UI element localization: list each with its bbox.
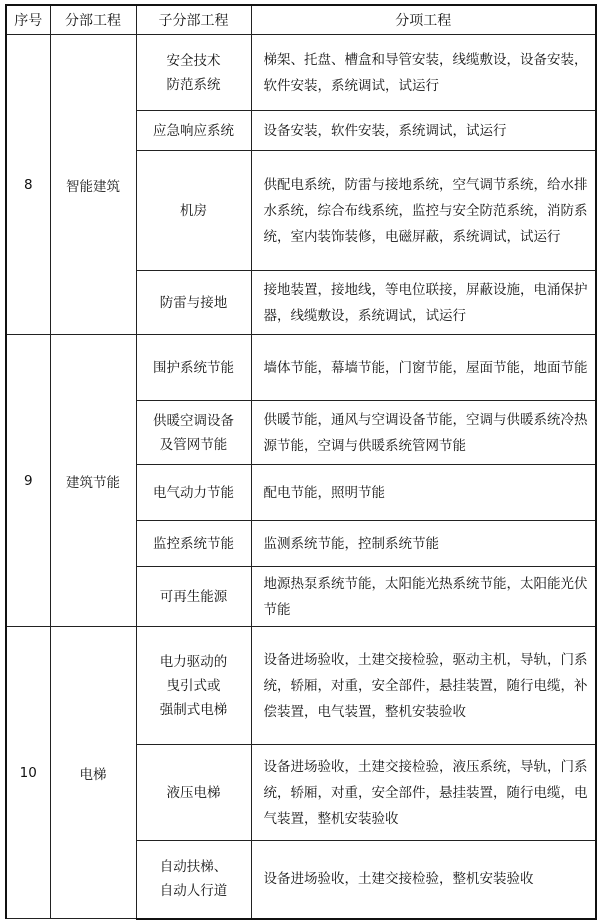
subdivision-cell: 安全技术 防范系统 (136, 35, 251, 111)
items-cell: 接地装置，接地线，等电位联接，屏蔽设施，电涌保护器，线缆敷设，系统调试，试运行 (251, 271, 596, 335)
seq-cell: 10 (6, 627, 50, 919)
construction-items-table (5, 4, 597, 920)
header-seq: 序号 (6, 5, 50, 35)
subdivision-cell: 自动扶梯、 自动人行道 (136, 841, 251, 919)
division-cell: 建筑节能 (50, 335, 136, 627)
items-cell: 供配电系统，防雷与接地系统，空气调节系统，给水排水系统，综合布线系统，监控与安全防范系统，消防系统，室内装饰装修，电磁屏蔽，系统调试，试运行 (251, 151, 596, 271)
items-cell: 墙体节能，幕墙节能，门窗节能，屋面节能，地面节能 (251, 335, 596, 401)
table-row (6, 627, 596, 745)
items-cell: 设备进场验收，土建交接检验，液压系统，导轨，门系统，轿厢，对重，安全部件，悬挂装置，随行电缆，电气装置，整机安装验收 (251, 745, 596, 841)
header-items: 分项工程 (251, 5, 596, 35)
subdivision-cell: 机房 (136, 151, 251, 271)
subdivision-cell: 防雷与接地 (136, 271, 251, 335)
items-cell: 监测系统节能，控制系统节能 (251, 521, 596, 567)
table-row (6, 335, 596, 401)
subdivision-cell: 电力驱动的 曳引式或 强制式电梯 (136, 627, 251, 745)
subdivision-cell: 应急响应系统 (136, 111, 251, 151)
subdivision-cell: 电气动力节能 (136, 465, 251, 521)
seq-cell: 9 (6, 335, 50, 627)
header-subdivision: 子分部工程 (136, 5, 251, 35)
items-cell: 设备安装，软件安装，系统调试，试运行 (251, 111, 596, 151)
subdivision-cell: 围护系统节能 (136, 335, 251, 401)
items-cell: 设备进场验收，土建交接检验，整机安装验收 (251, 841, 596, 919)
division-cell: 电梯 (50, 627, 136, 919)
header-row (6, 5, 596, 35)
header-division: 分部工程 (50, 5, 136, 35)
subdivision-cell: 监控系统节能 (136, 521, 251, 567)
table-row (6, 35, 596, 111)
division-cell: 智能建筑 (50, 35, 136, 335)
items-cell: 梯架、托盘、槽盒和导管安装，线缆敷设，设备安装，软件安装，系统调试，试运行 (251, 35, 596, 111)
items-cell: 地源热泵系统节能，太阳能光热系统节能，太阳能光伏节能 (251, 567, 596, 627)
subdivision-cell: 液压电梯 (136, 745, 251, 841)
seq-cell: 8 (6, 35, 50, 335)
items-cell: 设备进场验收，土建交接检验，驱动主机，导轨，门系统，轿厢，对重，安全部件，悬挂装置，随行电缆，补偿装置，电气装置，整机安装验收 (251, 627, 596, 745)
subdivision-cell: 可再生能源 (136, 567, 251, 627)
items-cell: 供暖节能，通风与空调设备节能，空调与供暖系统冷热源节能，空调与供暖系统管网节能 (251, 401, 596, 465)
subdivision-cell: 供暖空调设备 及管网节能 (136, 401, 251, 465)
items-cell: 配电节能，照明节能 (251, 465, 596, 521)
